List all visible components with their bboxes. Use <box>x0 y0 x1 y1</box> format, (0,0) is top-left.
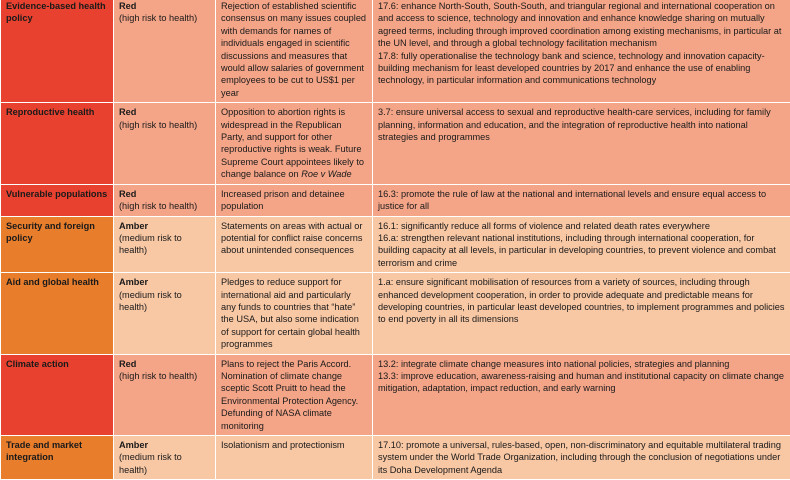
policy-area-cell: Vulnerable populations <box>1 184 114 216</box>
sdg-targets-cell <box>373 103 790 184</box>
sdg-target: 16.3: promote the rule of law at the national and international levels and ensure equal access to justice for all <box>378 188 785 213</box>
concern-cell <box>216 103 373 184</box>
risk-rating-cell <box>114 0 216 103</box>
concern-cell: Rejection of established scientific consensus on many issues coupled with demands for names of individuals engaged in scientific discussions and measures that would allow salaries of government employees to be cut to US$1 per year <box>216 0 373 103</box>
policy-area-cell: Security and foreign policy <box>1 216 114 273</box>
risk-level: (high risk to health) <box>119 119 210 131</box>
sdg-targets-cell <box>373 184 790 216</box>
concern-italic-text: Roe v Wade <box>301 169 351 179</box>
risk-rating: Red <box>119 188 210 200</box>
risk-level: (medium risk to health) <box>119 232 210 257</box>
concern-cell: Pledges to reduce support for international aid and particularly any funds to countries that “hate” the USA, but also some indication of support for certain global health programmes <box>216 273 373 354</box>
table-row <box>1 354 790 435</box>
risk-rating-cell <box>114 436 216 480</box>
concern-cell: Statements on areas with actual or potential for conflict raise concerns about unintended consequences <box>216 216 373 273</box>
risk-level: (high risk to health) <box>119 12 210 24</box>
risk-rating-cell <box>114 273 216 354</box>
table-row <box>1 273 790 354</box>
risk-level: (high risk to health) <box>119 200 210 212</box>
risk-rating-cell <box>114 216 216 273</box>
table-row <box>1 184 790 216</box>
policy-area-cell: Evidence-based health policy <box>1 0 114 103</box>
concern-text: Opposition to abortion rights is widespread in the Republican Party, and support for other reproductive rights is weak. Future Supreme Court appointees likely to change balance on <box>221 107 364 179</box>
risk-level: (medium risk to health) <box>119 289 210 314</box>
sdg-target: 17.8: fully operationalise the technology bank and science, technology and innovation capacity-building mechanism for least developed countries by 2017 and enhance the use of enabling technology, in particular information and communications technology <box>378 50 785 87</box>
concern-cell: Increased prison and detainee population <box>216 184 373 216</box>
sdg-targets-cell <box>373 0 790 103</box>
sdg-target: 17.6: enhance North-South, South-South, and triangular regional and international cooperation on and access to science, technology and innovation and enhance knowledge sharing on mutually agreed terms, including through improved coordination among existing mechanisms, in particular at the UN level, and through a global technology facilitation mechanism <box>378 0 785 50</box>
policy-area-cell: Trade and market integration <box>1 436 114 480</box>
table-row <box>1 103 790 184</box>
sdg-targets-cell <box>373 436 790 480</box>
risk-rating: Amber <box>119 439 210 451</box>
policy-area-cell: Reproductive health <box>1 103 114 184</box>
risk-rating: Red <box>119 358 210 370</box>
sdg-target: 13.2: integrate climate change measures into national policies, strategies and planning <box>378 358 785 370</box>
sdg-target: 16.a: strengthen relevant national institutions, including through international cooperation, for building capacity at all levels, in particular in developing countries, to prevent violence and combat terrorism and crime <box>378 232 785 269</box>
sdg-target: 16.1: significantly reduce all forms of violence and related death rates everywhere <box>378 220 785 232</box>
sdg-target: 13.3: improve education, awareness-raising and human and institutional capacity on climate change mitigation, adaptation, impact reduction, and early warning <box>378 370 785 395</box>
sdg-targets-cell <box>373 216 790 273</box>
sdg-targets-cell <box>373 273 790 354</box>
risk-rating: Red <box>119 106 210 118</box>
policy-area-cell: Aid and global health <box>1 273 114 354</box>
risk-rating: Amber <box>119 220 210 232</box>
risk-level: (medium risk to health) <box>119 451 210 476</box>
concern-cell: Plans to reject the Paris Accord. Nomination of climate change sceptic Scott Pruitt to head the Environmental Protection Agency. Defunding of NASA climate monitoring <box>216 354 373 435</box>
risk-rating: Amber <box>119 276 210 288</box>
table-row <box>1 436 790 480</box>
risk-rating: Red <box>119 0 210 12</box>
concern-cell: Isolationism and protectionism <box>216 436 373 480</box>
sdg-targets-cell <box>373 354 790 435</box>
sdg-target: 1.a: ensure significant mobilisation of resources from a variety of sources, including through enhanced development cooperation, in order to provide adequate and predictable means for developing countries, in particular least developed countries, to implement programmes and policies to end poverty in all its dimensions <box>378 276 785 326</box>
table-row <box>1 216 790 273</box>
sdg-target: 17.10: promote a universal, rules-based, open, non-discriminatory and equitable multilateral trading system under the World Trade Organization, including through the conclusion of negotiations under its Doha Development Agenda <box>378 439 785 476</box>
table-body <box>1 0 790 480</box>
risk-level: (high risk to health) <box>119 370 210 382</box>
risk-rating-cell <box>114 184 216 216</box>
sdg-target: 3.7: ensure universal access to sexual and reproductive health-care services, including for family planning, information and education, and the integration of reproductive health into national strategies and programmes <box>378 106 785 143</box>
risk-rating-cell <box>114 103 216 184</box>
table-row <box>1 0 790 103</box>
risk-rating-cell <box>114 354 216 435</box>
policy-area-cell: Climate action <box>1 354 114 435</box>
